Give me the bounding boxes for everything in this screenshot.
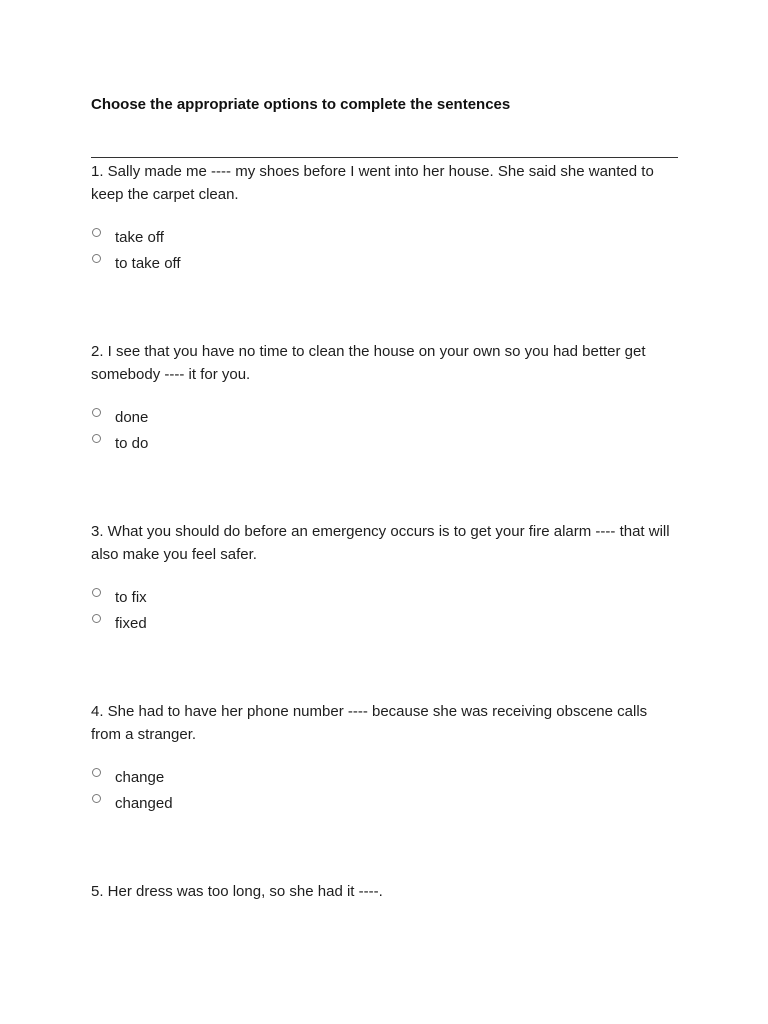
radio-button[interactable] [92, 768, 101, 777]
option-to-take-off[interactable] [91, 253, 671, 279]
question-4 [91, 700, 671, 819]
options-list [91, 407, 671, 459]
option-label: to fix [115, 589, 147, 606]
option-changed[interactable] [91, 793, 671, 819]
page-title: Choose the appropriate options to complete the sentences [91, 96, 511, 113]
option-label: done [115, 409, 149, 426]
question-text: 5. Her dress was too long, so she had it ----. [91, 883, 383, 900]
radio-button[interactable] [92, 614, 101, 623]
question-text: 2. I see that you have no time to clean the house on your own so you had better get somebody ---- it for you. [91, 343, 646, 383]
radio-button[interactable] [92, 588, 101, 597]
option-to-fix[interactable] [91, 587, 671, 613]
radio-button[interactable] [92, 408, 101, 417]
question-text: 4. She had to have her phone number ---- because she was receiving obscene calls from a stranger. [91, 703, 648, 743]
option-label: fixed [115, 615, 147, 632]
question-5 [91, 880, 671, 903]
option-label: changed [115, 795, 173, 812]
option-change[interactable] [91, 767, 671, 793]
radio-button[interactable] [92, 794, 101, 803]
options-list [91, 587, 671, 639]
question-text: 1. Sally made me ---- my shoes before I went into her house. She said she wanted to keep the carpet clean. [91, 163, 654, 203]
options-list [91, 767, 671, 819]
title-divider [91, 157, 678, 158]
radio-button[interactable] [92, 254, 101, 263]
option-label: change [115, 769, 165, 786]
question-2 [91, 340, 671, 459]
option-to-do[interactable] [91, 433, 671, 459]
question-1 [91, 160, 671, 279]
option-done[interactable] [91, 407, 671, 433]
option-label: take off [115, 229, 164, 246]
option-fixed[interactable] [91, 613, 671, 639]
radio-button[interactable] [92, 434, 101, 443]
option-label: to take off [115, 255, 181, 272]
option-label: to do [115, 435, 149, 452]
radio-button[interactable] [92, 228, 101, 237]
options-list [91, 227, 671, 279]
option-take-off[interactable] [91, 227, 671, 253]
question-text: 3. What you should do before an emergency occurs is to get your fire alarm ---- that will also make you feel safer. [91, 523, 670, 563]
question-3 [91, 520, 671, 639]
